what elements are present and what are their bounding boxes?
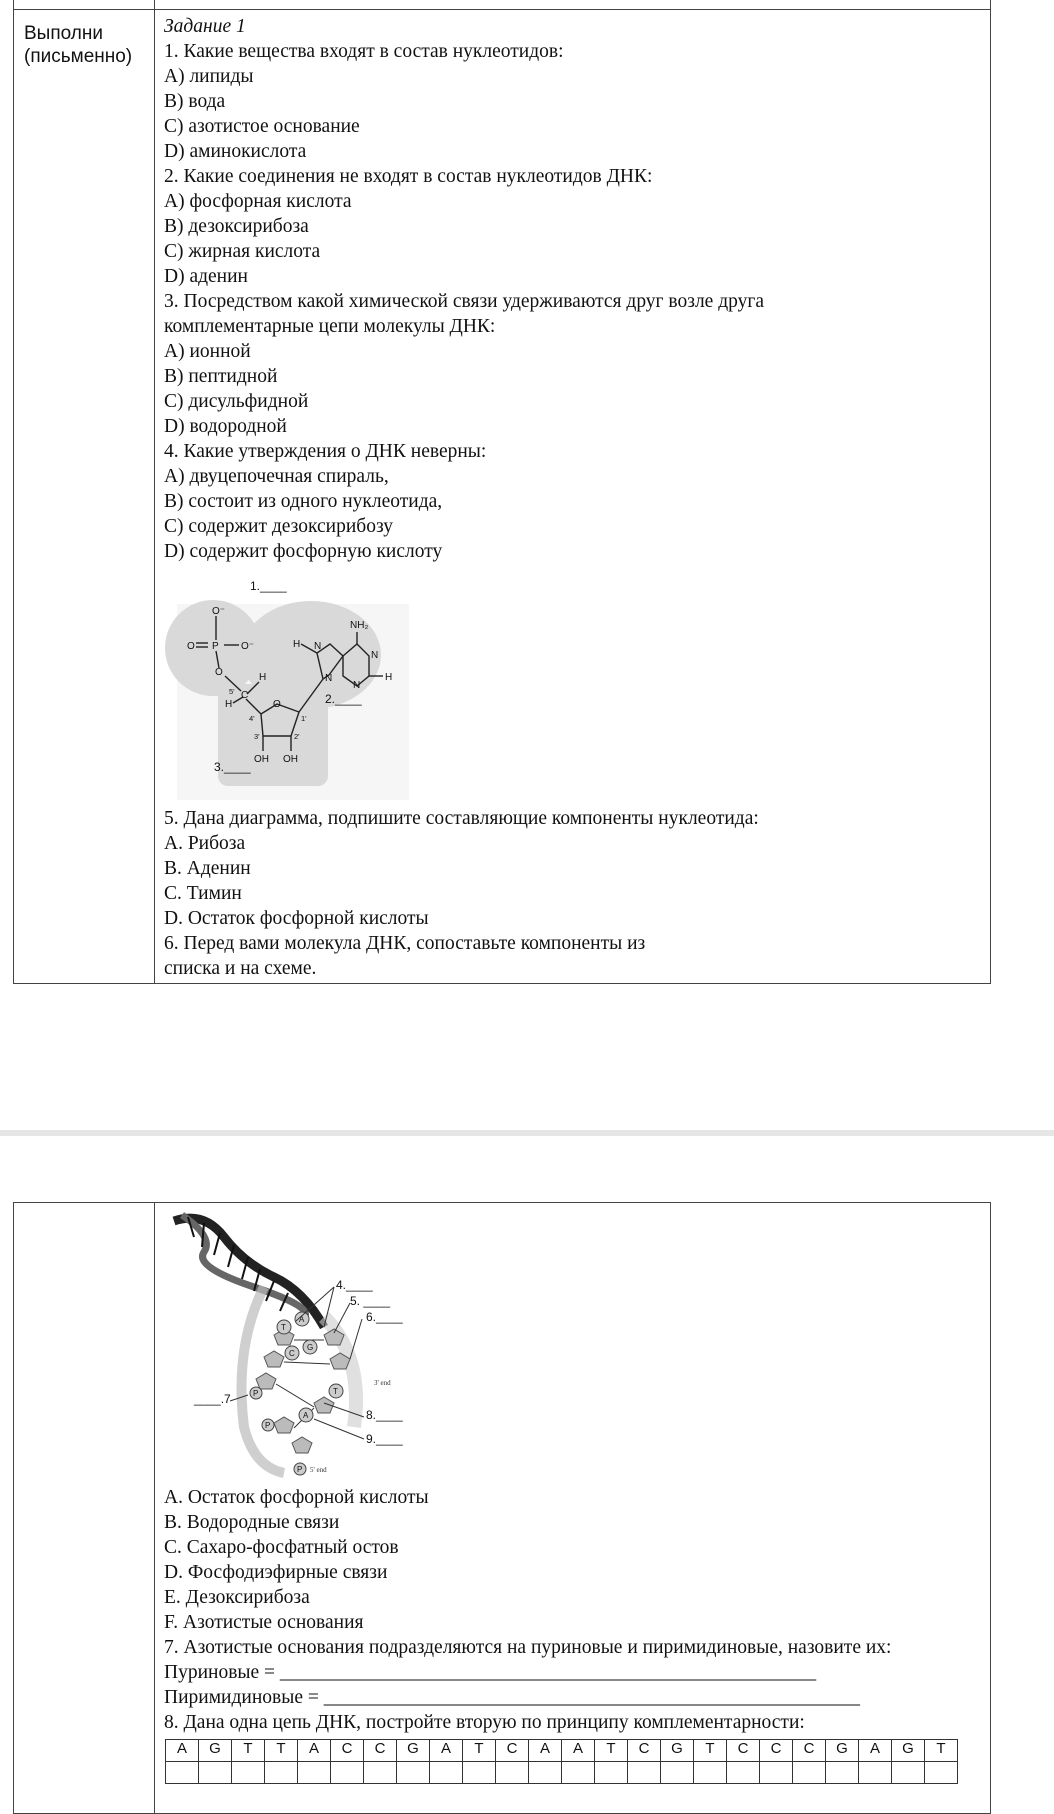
q2-option-c: С) жирная кислота — [164, 241, 321, 262]
base-t-1: T — [281, 1323, 286, 1332]
answer-cell[interactable] — [859, 1762, 892, 1784]
q4-option-d: D) содержит фосфорную кислоту — [164, 541, 443, 562]
sequence-cell: T — [232, 1740, 265, 1762]
answer-cell[interactable] — [793, 1762, 826, 1784]
diagram-label-5: 5. ____ — [350, 1294, 391, 1308]
q3-option-b: В) пептидной — [164, 366, 278, 387]
sequence-cell: G — [199, 1740, 232, 1762]
atom-o-left: O — [187, 641, 195, 652]
sequence-cell: C — [364, 1740, 397, 1762]
diagram-label-3: 3.____ — [214, 760, 251, 774]
q3-option-a: А) ионной — [164, 341, 251, 362]
q1-option-b: В) вода — [164, 91, 226, 112]
complementary-strand-row[interactable] — [166, 1762, 958, 1784]
diagram-label-2: 2.____ — [325, 692, 362, 706]
sequence-cell: G — [826, 1740, 859, 1762]
q6-option-d: D. Фосфодиэфирные связи — [164, 1562, 388, 1583]
question-5: 5. Дана диаграмма, подпишите составляющие компоненты нуклеотида: — [164, 808, 759, 829]
task-title: Задание 1 — [164, 16, 246, 37]
q6-option-b: В. Водородные связи — [164, 1512, 340, 1533]
answer-cell[interactable] — [892, 1762, 925, 1784]
answer-cell[interactable] — [331, 1762, 364, 1784]
q1-option-c: С) азотистое основание — [164, 116, 360, 137]
atom-oh-2: OH — [283, 754, 298, 765]
sequence-cell: T — [595, 1740, 628, 1762]
continuation-content-cell — [155, 1203, 991, 1814]
diagram-label-8: 8.____ — [366, 1408, 403, 1422]
answer-cell[interactable] — [199, 1762, 232, 1784]
question-2: 2. Какие соединения не входят в состав нуклеотидов ДНК: — [164, 166, 653, 187]
pos-2: 2' — [294, 732, 300, 741]
header-cell-left — [14, 0, 155, 10]
atom-h2: H — [225, 699, 233, 710]
sequence-cell: C — [760, 1740, 793, 1762]
diagram-label-6: 6.____ — [366, 1310, 403, 1324]
sequence-cell: C — [496, 1740, 529, 1762]
question-3-cont: комплементарные цепи молекулы ДНК: — [164, 316, 496, 337]
given-strand-row — [166, 1740, 958, 1762]
answer-cell[interactable] — [694, 1762, 727, 1784]
base-a-2: A — [303, 1411, 309, 1420]
question-3: 3. Посредством какой химической связи удерживаются друг возле друга — [164, 291, 765, 312]
q6-option-a: А. Остаток фосфорной кислоты — [164, 1487, 429, 1508]
answer-cell[interactable] — [727, 1762, 760, 1784]
atom-p: P — [212, 641, 219, 652]
question-8: 8. Дана одна цепь ДНК, постройте вторую по принципу комплементарности: — [164, 1712, 805, 1733]
question-4: 4. Какие утверждения о ДНК неверны: — [164, 441, 487, 462]
answer-cell[interactable] — [463, 1762, 496, 1784]
q1-option-a: А) липиды — [164, 66, 254, 87]
sequence-cell: T — [265, 1740, 298, 1762]
q5-option-d: D. Остаток фосфорной кислоты — [164, 908, 429, 929]
sequence-cell: A — [859, 1740, 892, 1762]
dna-structure-diagram — [164, 1207, 444, 1481]
question-6: 6. Перед вами молекула ДНК, сопоставьте компоненты из — [164, 933, 646, 954]
atom-oh-3: OH — [254, 754, 269, 765]
q2-option-b: В) дезоксирибоза — [164, 216, 309, 237]
diagram-label-4: 4.____ — [336, 1278, 373, 1292]
question-7: 7. Азотистые основания подразделяются на пуриновые и пиримидиновые, назовите их: — [164, 1637, 892, 1658]
answer-cell[interactable] — [529, 1762, 562, 1784]
answer-cell[interactable] — [265, 1762, 298, 1784]
answer-cell[interactable] — [166, 1762, 199, 1784]
answer-cell[interactable] — [397, 1762, 430, 1784]
atom-n1: N — [371, 650, 379, 661]
sequence-cell: T — [694, 1740, 727, 1762]
task-table-1 — [13, 0, 991, 984]
answer-cell[interactable] — [298, 1762, 331, 1784]
q4-option-c: С) содержит дезоксирибозу — [164, 516, 393, 537]
atom-o-top: O⁻ — [212, 606, 226, 617]
question-1: 1. Какие вещества входят в состав нуклеотидов: — [164, 41, 564, 62]
atom-o-right: O⁻ — [241, 641, 255, 652]
sequence-cell: G — [661, 1740, 694, 1762]
nucleotide-diagram — [161, 576, 461, 801]
question-6-cont: списка и на схеме. — [164, 958, 317, 979]
q5-option-c: С. Тимин — [164, 883, 242, 904]
sequence-cell: A — [430, 1740, 463, 1762]
atom-h2-base: H — [385, 672, 393, 683]
q6-option-c: С. Сахаро-фосфатный остов — [164, 1537, 399, 1558]
pos-4: 4' — [249, 714, 255, 723]
atom-n9: N — [325, 673, 333, 684]
q3-option-c: С) дисульфидной — [164, 391, 309, 412]
atom-n3: N — [353, 680, 361, 691]
answer-cell[interactable] — [430, 1762, 463, 1784]
q2-option-a: А) фосфорная кислота — [164, 191, 352, 212]
q6-option-f: F. Азотистые основания — [164, 1612, 364, 1633]
phosphate-p-1: P — [253, 1389, 259, 1398]
three-prime-end-label: 3' end — [374, 1379, 391, 1387]
page-separator — [0, 1130, 1054, 1136]
phosphate-p-3: P — [297, 1465, 303, 1474]
q6-option-e: Е. Дезоксирибоза — [164, 1587, 310, 1608]
sequence-cell: A — [529, 1740, 562, 1762]
answer-cell[interactable] — [925, 1762, 958, 1784]
atom-h1: H — [259, 672, 267, 683]
instruction-cell — [14, 10, 155, 984]
atom-h8: H — [293, 639, 301, 650]
answer-cell[interactable] — [628, 1762, 661, 1784]
purine-answer-line[interactable]: Пуриновые = _______________________________________________________ — [164, 1662, 817, 1683]
pos-1: 1' — [301, 714, 307, 723]
task-content-cell — [155, 10, 991, 984]
sequence-cell: G — [892, 1740, 925, 1762]
phosphate-p-2: P — [265, 1421, 271, 1430]
atom-n7: N — [314, 641, 322, 652]
q5-option-a: А. Рибоза — [164, 833, 246, 854]
pos-3: 3' — [254, 732, 260, 741]
answer-cell[interactable] — [232, 1762, 265, 1784]
sequence-cell: C — [331, 1740, 364, 1762]
diagram-label-7: ____.7 — [194, 1392, 231, 1406]
atom-c5: C — [241, 690, 249, 701]
sequence-cell: C — [793, 1740, 826, 1762]
base-a-1: A — [299, 1315, 305, 1324]
atom-o-link: O — [215, 667, 223, 678]
answer-cell[interactable] — [826, 1762, 859, 1784]
answer-cell[interactable] — [496, 1762, 529, 1784]
base-t-2: T — [333, 1387, 338, 1396]
sequence-cell: T — [463, 1740, 496, 1762]
pyrimidine-answer-line[interactable]: Пиримидиновые = _______________________________________________________ — [164, 1687, 860, 1708]
q2-option-d: D) аденин — [164, 266, 248, 287]
sequence-cell: C — [628, 1740, 661, 1762]
header-cell-right — [155, 0, 991, 10]
base-c-1: C — [289, 1349, 295, 1358]
q4-option-a: А) двуцепочечная спираль, — [164, 466, 389, 487]
sequence-cell: C — [727, 1740, 760, 1762]
instruction-label-sub: (письменно) — [24, 46, 133, 67]
continuation-left-cell — [14, 1203, 155, 1814]
answer-cell[interactable] — [562, 1762, 595, 1784]
sequence-cell: A — [298, 1740, 331, 1762]
task-table-2 — [13, 1202, 991, 1814]
diagram-label-9: 9.____ — [366, 1432, 403, 1446]
diagram-label-1: 1.____ — [250, 579, 287, 593]
q3-option-d: D) водородной — [164, 416, 287, 437]
answer-cell[interactable] — [760, 1762, 793, 1784]
answer-cell[interactable] — [595, 1762, 628, 1784]
dna-sequence-table — [165, 1739, 958, 1784]
base-g-1: G — [307, 1343, 314, 1352]
answer-cell[interactable] — [364, 1762, 397, 1784]
q4-option-b: В) состоит из одного нуклеотида, — [164, 491, 443, 512]
q1-option-d: D) аминокислота — [164, 141, 307, 162]
instruction-label: Выполни — [24, 23, 103, 44]
answer-cell[interactable] — [661, 1762, 694, 1784]
atom-nh2: NH₂ — [350, 620, 369, 631]
five-prime-end-label: 5' end — [310, 1466, 327, 1474]
sequence-cell: A — [166, 1740, 199, 1762]
sequence-cell: A — [562, 1740, 595, 1762]
pos-5: 5' — [229, 687, 235, 696]
q5-option-b: В. Аденин — [164, 858, 251, 879]
sequence-cell: G — [397, 1740, 430, 1762]
sequence-cell: T — [925, 1740, 958, 1762]
atom-o-ring: O — [273, 699, 281, 710]
